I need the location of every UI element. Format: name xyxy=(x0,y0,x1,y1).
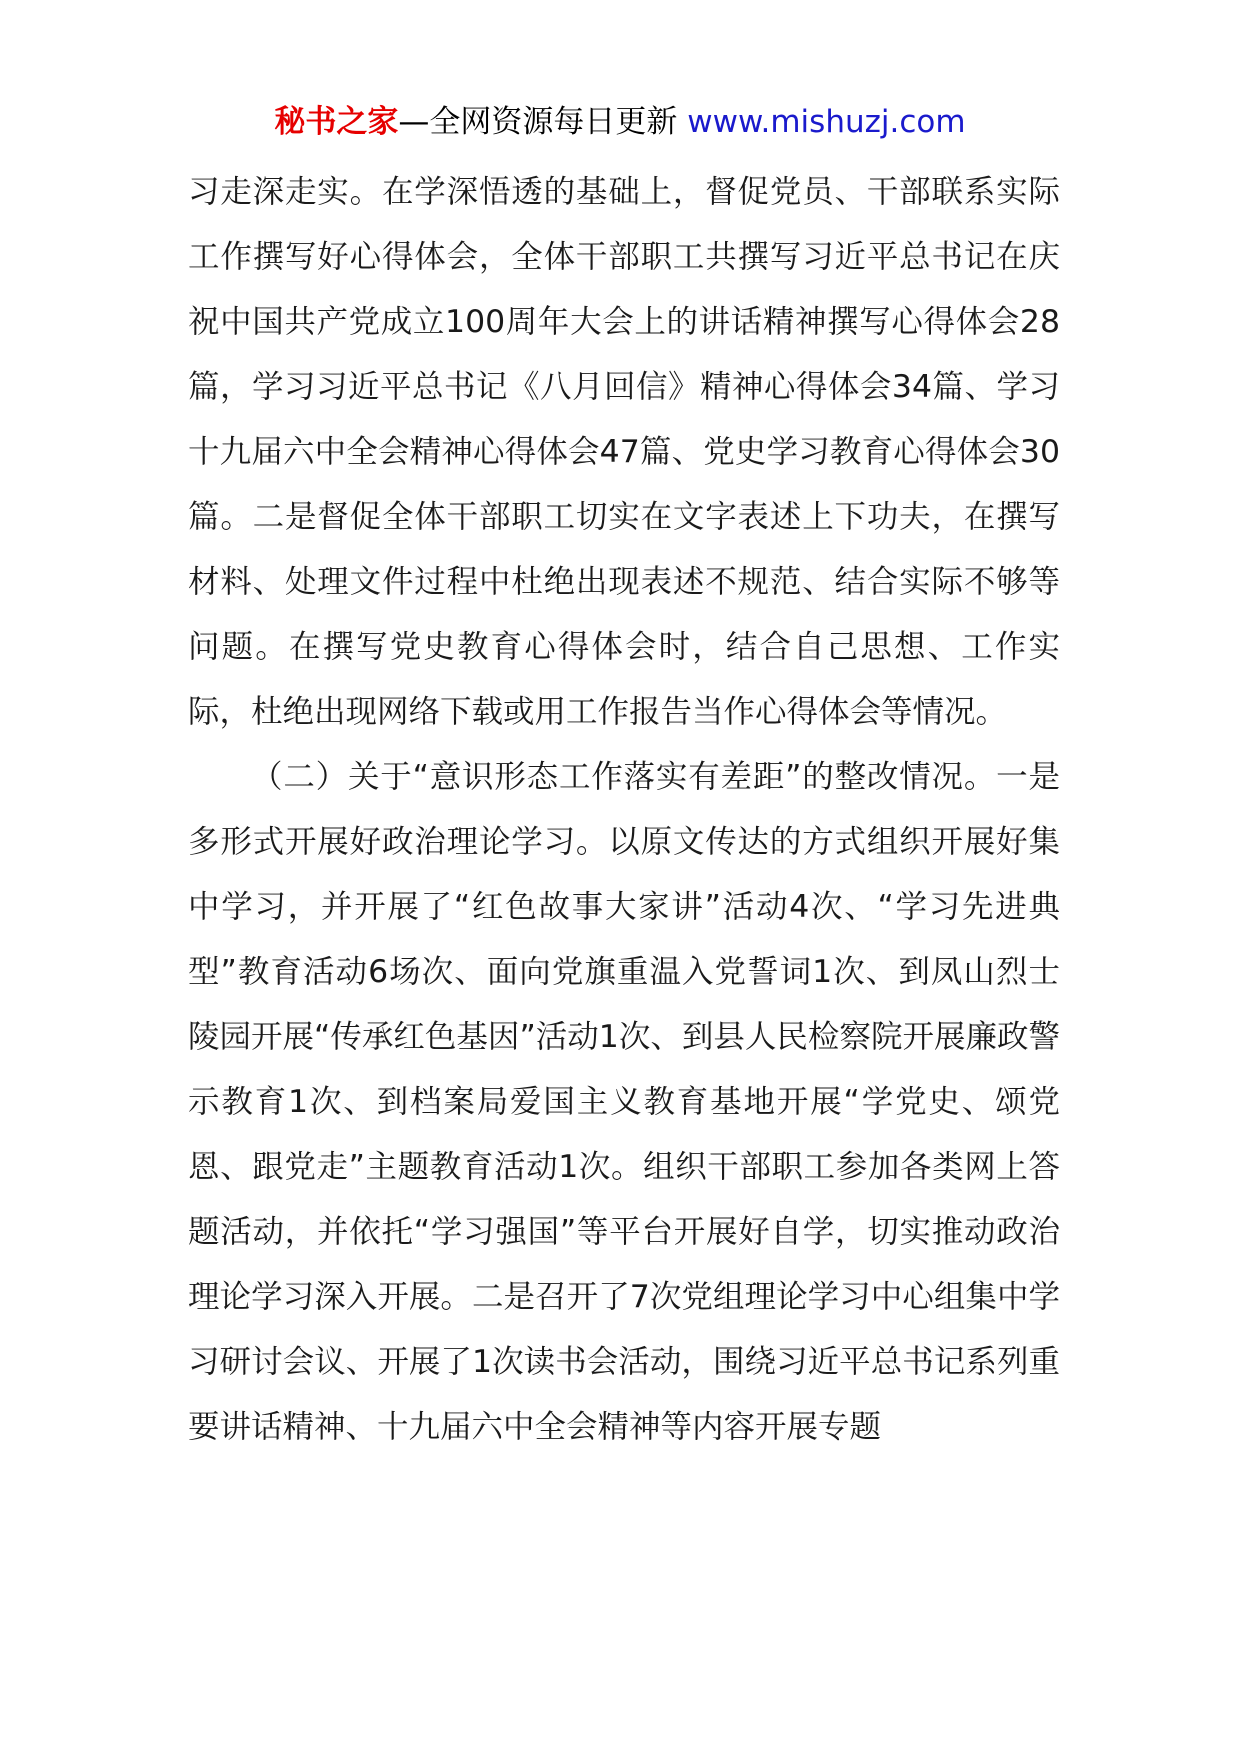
paragraph-continuation: 习走深走实。在学深悟透的基础上，督促党员、干部联系实际工作撰写好心得体会，全体干部职工共撰写习近平总书记在庆祝中国共产党成立100周年大会上的讲话精神撰写心得体会28篇，学习习近平总书记《八月回信》精神心得体会34篇、学习十九届六中全会精神心得体会47篇、党史学习教育心得体会30篇。二是督促全体干部职工切实在文字表述上下功夫，在撰写材料、处理文件过程中杜绝出现表述不规范、结合实际不够等问题。在撰写党史教育心得体会时，结合自己思想、工作实际，杜绝出现网络下载或用工作报告当作心得体会等情况。 xyxy=(188,174,1060,730)
document-body xyxy=(188,160,1060,1460)
site-tagline: —全网资源每日更新 xyxy=(398,104,678,140)
page-header xyxy=(0,100,1240,144)
site-brand: 秘书之家 xyxy=(274,104,399,140)
site-url-link[interactable]: www.mishuzj.com xyxy=(687,104,966,140)
paragraph-section-two: （二）关于“意识形态工作落实有差距”的整改情况。一是多形式开展好政治理论学习。以原文传达的方式组织开展好集中学习，并开展了“红色故事大家讲”活动4次、“学习先进典型”教育活动6场次、面向党旗重温入党誓词1次、到凤山烈士陵园开展“传承红色基因”活动1次、到县人民检察院开展廉政警示教育1次、到档案局爱国主义教育基地开展“学党史、颂党恩、跟党走”主题教育活动1次。组织干部职工参加各类网上答题活动，并依托“学习强国”等平台开展好自学，切实推动政治理论学习深入开展。二是召开了7次党组理论学习中心组集中学习研讨会议、开展了1次读书会活动，围绕习近平总书记系列重要讲话精神、十九届六中全会精神等内容开展专题 xyxy=(188,759,1060,1445)
